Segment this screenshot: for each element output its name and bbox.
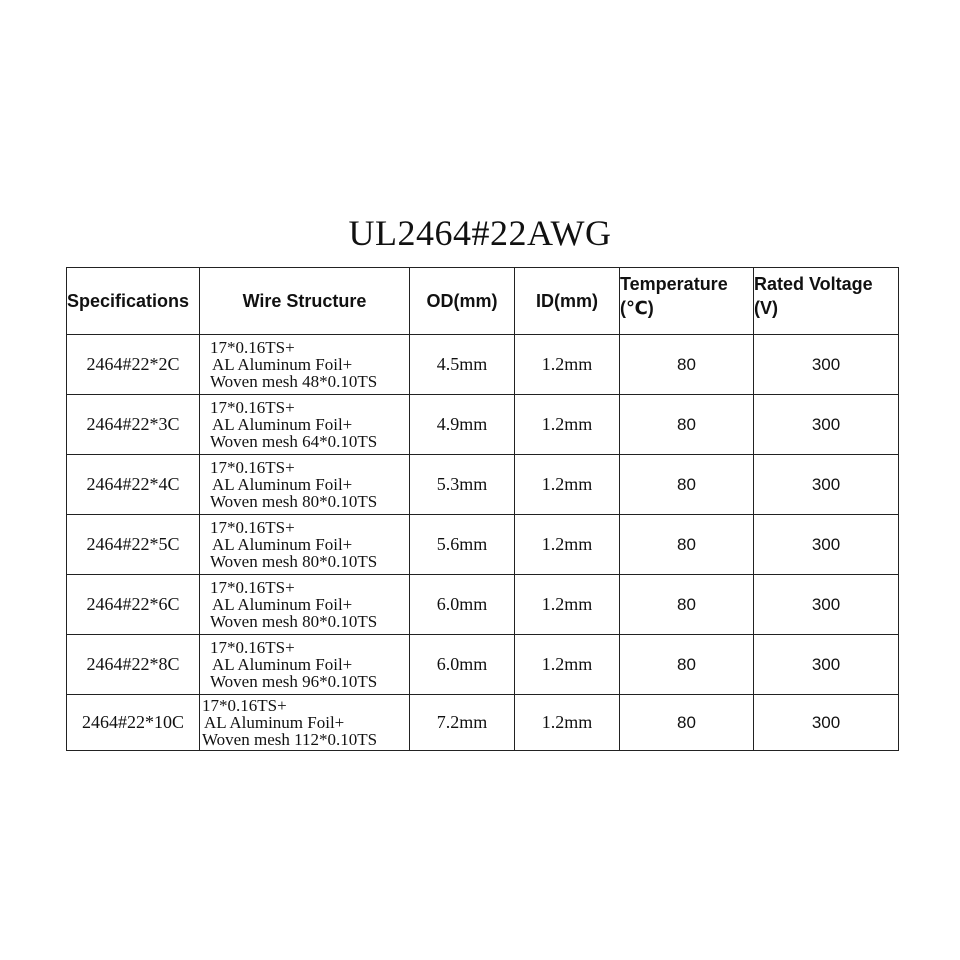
- spec-cell: 2464#22*3C: [67, 395, 200, 455]
- table-title: UL2464#22AWG: [348, 213, 612, 253]
- voltage-cell: 300: [754, 635, 899, 695]
- header-rated-voltage-line1: Rated Voltage: [754, 274, 873, 294]
- wire-structure-cell: [200, 455, 410, 515]
- id-cell: 1.2mm: [515, 695, 620, 751]
- id-cell: 1.2mm: [515, 635, 620, 695]
- spec-cell: 2464#22*4C: [67, 455, 200, 515]
- wire-structure-cell: [200, 515, 410, 575]
- wire-structure-cell: [200, 335, 410, 395]
- structure-line: AL Aluminum Foil+: [212, 415, 353, 434]
- structure-line: 17*0.16TS+: [202, 696, 287, 715]
- spec-table: [66, 267, 899, 751]
- temperature-cell: 80: [620, 575, 754, 635]
- structure-line: 17*0.16TS+: [210, 578, 295, 597]
- table-row: [67, 335, 899, 395]
- structure-line: Woven mesh 96*0.10TS: [210, 672, 378, 691]
- id-cell: 1.2mm: [515, 515, 620, 575]
- spec-cell: 2464#22*2C: [67, 335, 200, 395]
- structure-line: Woven mesh 64*0.10TS: [210, 432, 378, 451]
- voltage-cell: 300: [754, 695, 899, 751]
- structure-line: Woven mesh 80*0.10TS: [210, 552, 378, 571]
- wire-structure-cell: [200, 395, 410, 455]
- od-cell: 4.9mm: [410, 395, 515, 455]
- wire-structure-cell: [200, 635, 410, 695]
- id-cell: 1.2mm: [515, 575, 620, 635]
- structure-line: 17*0.16TS+: [210, 518, 295, 537]
- table-row: [67, 395, 899, 455]
- od-cell: 5.3mm: [410, 455, 515, 515]
- spec-cell: 2464#22*10C: [67, 695, 200, 751]
- temperature-cell: 80: [620, 635, 754, 695]
- temperature-cell: 80: [620, 455, 754, 515]
- structure-line: AL Aluminum Foil+: [212, 595, 353, 614]
- structure-line: AL Aluminum Foil+: [212, 655, 353, 674]
- temperature-cell: 80: [620, 515, 754, 575]
- id-cell: 1.2mm: [515, 335, 620, 395]
- wire-structure-cell: [200, 575, 410, 635]
- structure-line: Woven mesh 80*0.10TS: [210, 492, 378, 511]
- header-temperature: [620, 268, 754, 335]
- structure-line: AL Aluminum Foil+: [212, 535, 353, 554]
- voltage-cell: 300: [754, 395, 899, 455]
- table-row: [67, 455, 899, 515]
- spec-cell: 2464#22*5C: [67, 515, 200, 575]
- structure-line: 17*0.16TS+: [210, 638, 295, 657]
- od-cell: 6.0mm: [410, 635, 515, 695]
- temperature-cell: 80: [620, 695, 754, 751]
- structure-line: AL Aluminum Foil+: [212, 355, 353, 374]
- header-rated-voltage-line2: (V): [754, 298, 778, 318]
- header-od: OD(mm): [410, 268, 515, 335]
- voltage-cell: 300: [754, 455, 899, 515]
- temperature-cell: 80: [620, 335, 754, 395]
- spec-cell: 2464#22*6C: [67, 575, 200, 635]
- voltage-cell: 300: [754, 575, 899, 635]
- od-cell: 4.5mm: [410, 335, 515, 395]
- temperature-cell: 80: [620, 395, 754, 455]
- structure-line: 17*0.16TS+: [210, 398, 295, 417]
- structure-line: AL Aluminum Foil+: [204, 713, 345, 732]
- od-cell: 5.6mm: [410, 515, 515, 575]
- voltage-cell: 300: [754, 335, 899, 395]
- header-rated-voltage: [754, 268, 899, 335]
- table-row: [67, 695, 899, 751]
- voltage-cell: 300: [754, 515, 899, 575]
- header-specifications: Specifications: [67, 268, 200, 335]
- structure-line: 17*0.16TS+: [210, 458, 295, 477]
- table-row: [67, 575, 899, 635]
- od-cell: 7.2mm: [410, 695, 515, 751]
- header-row: [67, 268, 899, 335]
- header-temperature-line2: (℃): [620, 298, 654, 318]
- table-row: [67, 515, 899, 575]
- header-id: ID(mm): [515, 268, 620, 335]
- structure-line: Woven mesh 80*0.10TS: [210, 612, 378, 631]
- id-cell: 1.2mm: [515, 455, 620, 515]
- spec-cell: 2464#22*8C: [67, 635, 200, 695]
- structure-line: Woven mesh 48*0.10TS: [210, 372, 378, 391]
- id-cell: 1.2mm: [515, 395, 620, 455]
- structure-line: Woven mesh 112*0.10TS: [202, 730, 378, 749]
- table-row: [67, 635, 899, 695]
- wire-structure-cell: [200, 695, 410, 751]
- structure-line: AL Aluminum Foil+: [212, 475, 353, 494]
- header-temperature-line1: Temperature: [620, 274, 728, 294]
- structure-line: 17*0.16TS+: [210, 338, 295, 357]
- od-cell: 6.0mm: [410, 575, 515, 635]
- header-wire-structure: Wire Structure: [200, 268, 410, 335]
